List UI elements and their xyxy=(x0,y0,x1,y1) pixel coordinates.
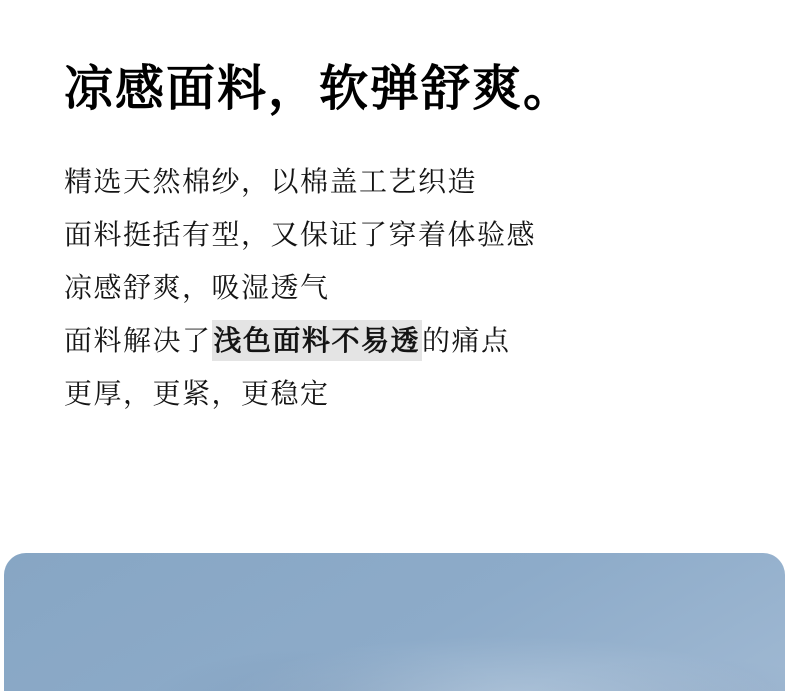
description-line xyxy=(64,314,750,367)
text-segment: 凉感舒爽，吸湿透气 xyxy=(64,272,330,303)
description-line xyxy=(64,155,750,208)
description-line xyxy=(64,367,750,420)
text-segment: 面料挺括有型，又保证了穿着体验感 xyxy=(64,219,537,250)
description-line xyxy=(64,208,750,261)
text-segment: 的痛点 xyxy=(422,325,511,356)
text-segment: 更厚，更紧，更稳定 xyxy=(64,378,330,409)
highlighted-phrase: 浅色面料不易透 xyxy=(212,320,423,361)
description-line xyxy=(64,261,750,314)
product-photo-panel xyxy=(4,553,785,691)
text-segment: 精选天然棉纱，以棉盖工艺织造 xyxy=(64,166,478,197)
text-segment: 面料解决了 xyxy=(64,325,212,356)
description-text xyxy=(64,155,750,420)
page-title: 凉感面料，软弹舒爽。 xyxy=(64,62,575,116)
